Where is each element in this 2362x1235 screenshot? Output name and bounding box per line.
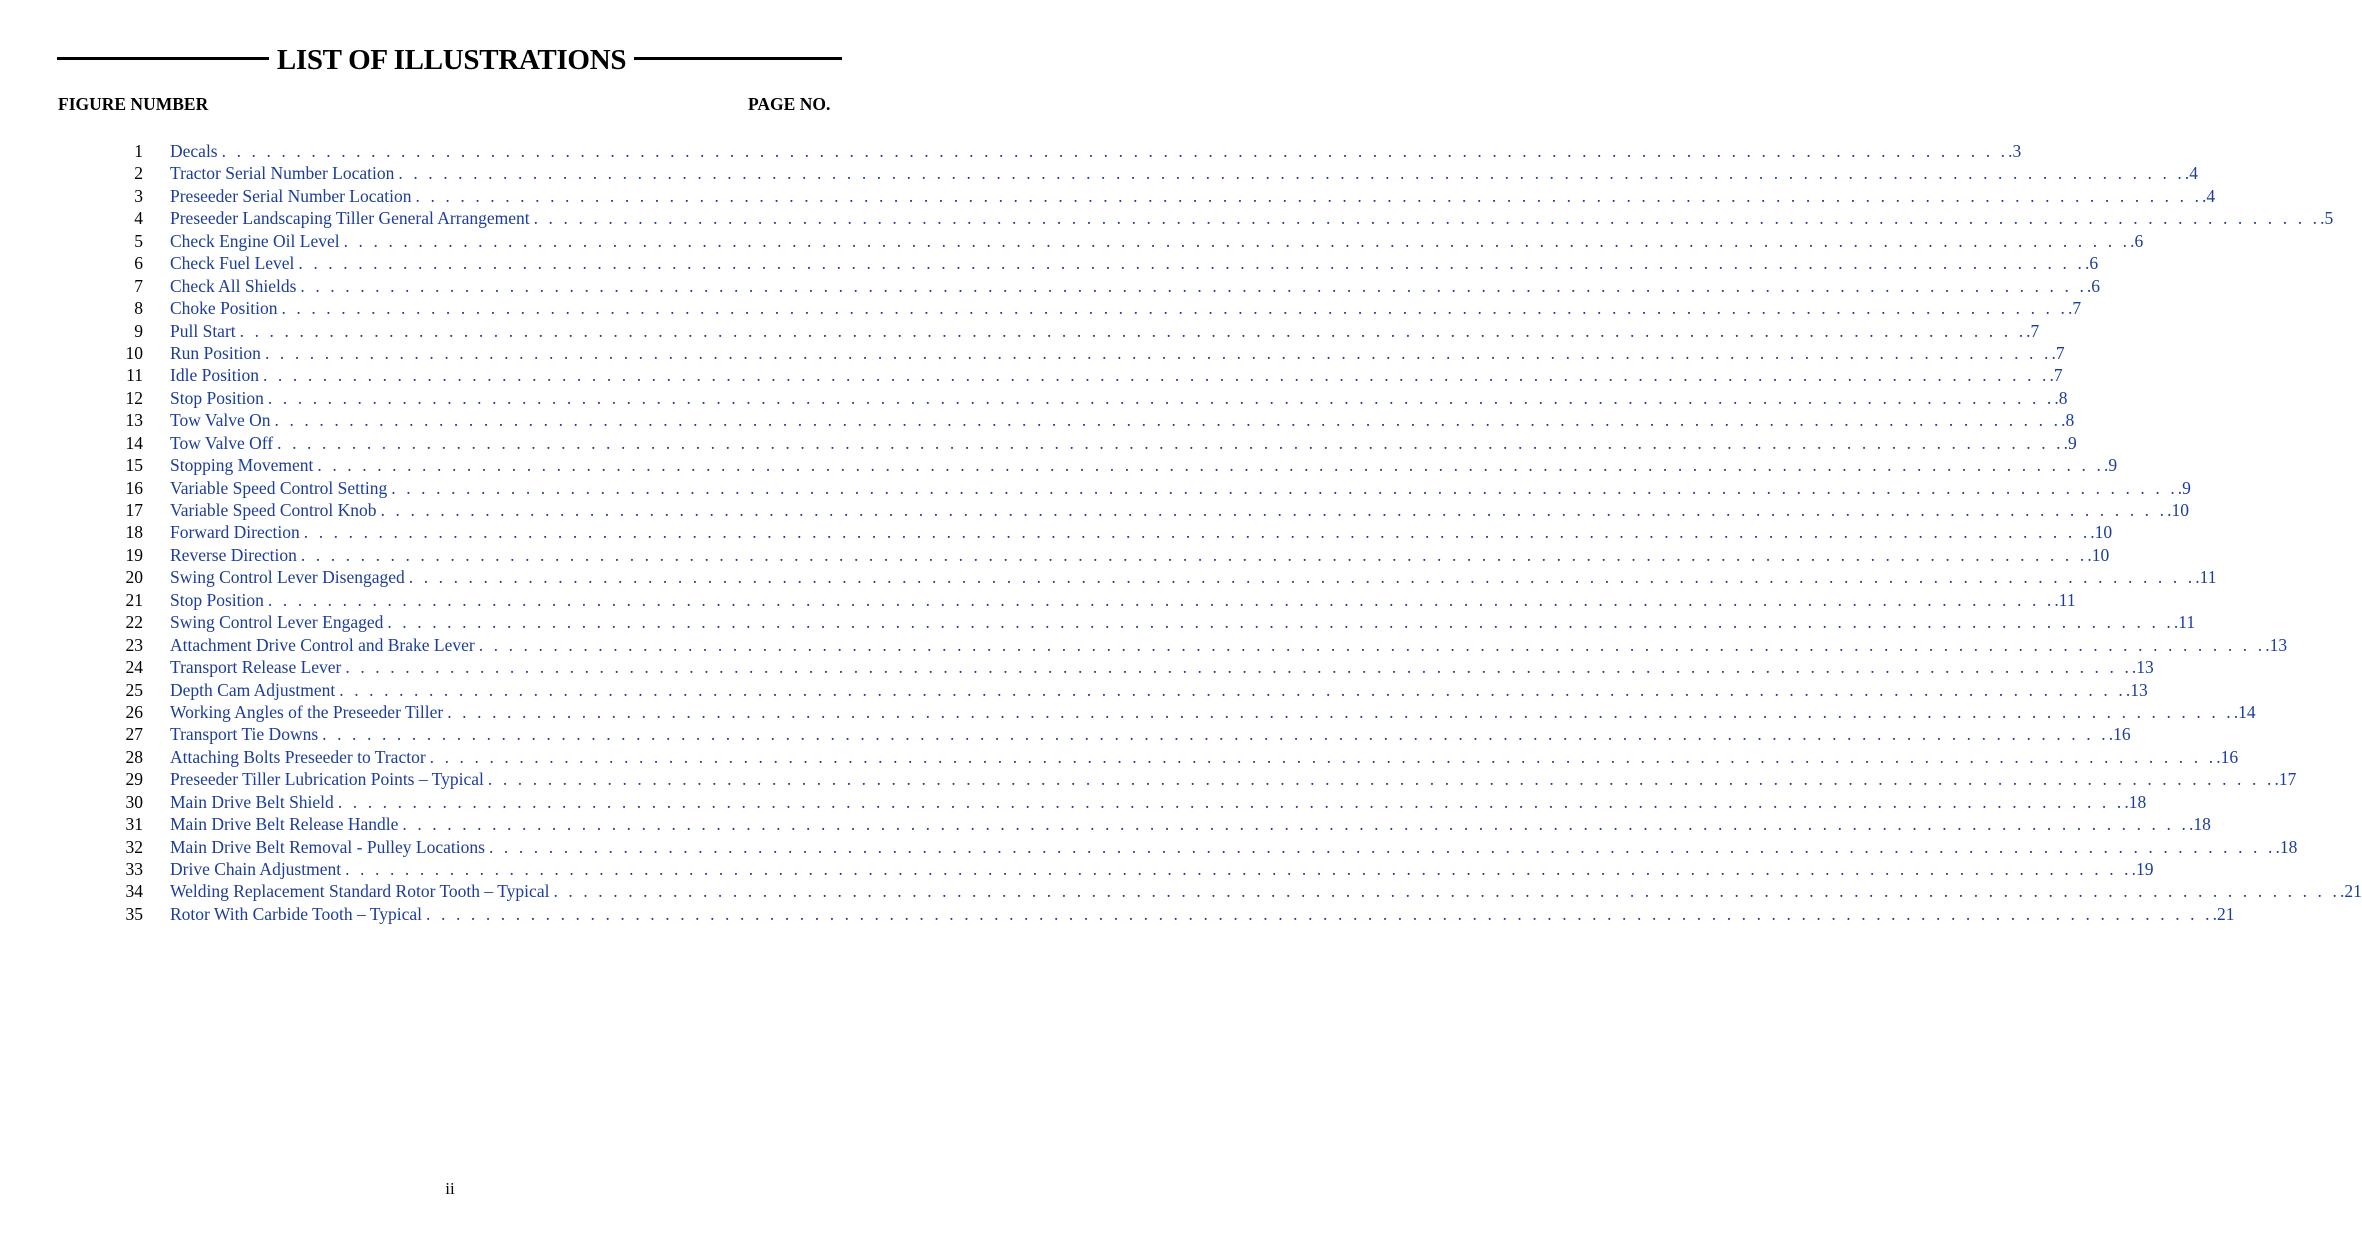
page-reference: .5: [2320, 208, 2334, 229]
list-item: [0, 746, 2239, 768]
figure-number: 22: [125, 612, 143, 633]
dot-leader: . . . . . . . . . . . . . . . . . . . . . . . . . . . . . . . . . . . . . . . . . . . . . . . . . . . . . . . . . . . . . . . . . . . . . . . . . . . . . . . . . . . . . . . . . . . . . . . . . . . . . . . . . . . . . . . . . . . . . . . .: [322, 724, 2109, 745]
dot-leader: . . . . . . . . . . . . . . . . . . . . . . . . . . . . . . . . . . . . . . . . . . . . . . . . . . . . . . . . . . . . . . . . . . . . . . . . . . . . . . . . . . . . . . . . . . . . . . . . . . . . . . . . . . . . . . . . . . . . . . . .: [402, 814, 2189, 835]
figure-number: 8: [134, 298, 143, 319]
list-item: [0, 880, 2362, 902]
list-item: [0, 858, 2154, 880]
page-reference: .4: [2202, 185, 2216, 206]
figure-link[interactable]: [170, 409, 2075, 431]
list-item: [0, 589, 2076, 611]
figure-title: Run Position: [170, 342, 261, 363]
figure-title: Check All Shields: [170, 275, 297, 296]
figure-number: 30: [125, 791, 143, 812]
dot-leader: . . . . . . . . . . . . . . . . . . . . . . . . . . . . . . . . . . . . . . . . . . . . . . . . . . . . . . . . . . . . . . . . . . . . . . . . . . . . . . . . . . . . . . . . . . . . . . . . . . . . . . . . . . . . . . . . . . . . . . . .: [239, 320, 2027, 341]
figure-number: 21: [125, 589, 143, 610]
dot-leader: . . . . . . . . . . . . . . . . . . . . . . . . . . . . . . . . . . . . . . . . . . . . . . . . . . . . . . . . . . . . . . . . . . . . . . . . . . . . . . . . . . . . . . . . . . . . . . . . . . . . . . . . . . . . . . . . . . . . . . . .: [337, 791, 2125, 812]
figure-title: Attachment Drive Control and Brake Lever: [170, 634, 475, 655]
page-reference: .4: [2184, 163, 2199, 184]
list-item: [0, 634, 2288, 656]
illustrations-list: [0, 140, 2362, 925]
figure-number: 5: [134, 230, 143, 251]
title-rule-left: [57, 57, 269, 60]
title-row: [57, 40, 842, 80]
figure-link[interactable]: [170, 521, 2113, 543]
figure-title: Check Fuel Level: [170, 253, 295, 274]
figure-number: 20: [125, 567, 143, 588]
dot-leader: . . . . . . . . . . . . . . . . . . . . . . . . . . . . . . . . . . . . . . . . . . . . . . . . . . . . . . . . . . . . . . . . . . . . . . . . . . . . . . . . . . . . . . . . . . . . . . . . . . . . . . . . . . . . . . . . . . . . . . . .: [408, 567, 2196, 588]
page-reference: .8: [2054, 387, 2068, 408]
dot-leader: . . . . . . . . . . . . . . . . . . . . . . . . . . . . . . . . . . . . . . . . . . . . . . . . . . . . . . . . . . . . . . . . . . . . . . . . . . . . . . . . . . . . . . . . . . . . . . . . . . . . . . . . . . . . . . . . . . . . . . . .: [533, 208, 2321, 229]
page-number-header: PAGE NO.: [748, 94, 831, 114]
figure-number: 32: [125, 836, 143, 857]
figure-link[interactable]: [170, 566, 2217, 588]
figure-link[interactable]: [170, 207, 2334, 229]
figure-title: Stopping Movement: [170, 455, 314, 476]
figure-title: Variable Speed Control Knob: [170, 500, 377, 520]
figure-link[interactable]: [170, 880, 2362, 902]
figure-link[interactable]: [170, 544, 2110, 566]
dot-leader: . . . . . . . . . . . . . . . . . . . . . . . . . . . . . . . . . . . . . . . . . . . . . . . . . . . . . . . . . . . . . . . . . . . . . . . . . . . . . . . . . . . . . . . . . . . . . . . . . . . . . . . . . . . . . . . . . . . . . . . .: [398, 163, 2185, 184]
list-item: [0, 342, 2065, 364]
list-item: [0, 903, 2235, 925]
page-reference: .6: [2130, 230, 2144, 251]
dot-leader: . . . . . . . . . . . . . . . . . . . . . . . . . . . . . . . . . . . . . . . . . . . . . . . . . . . . . . . . . . . . . . . . . . . . . . . . . . . . . . . . . . . . . . . . . . . . . . . . . . . . . . . . . . . . . . . . . . . . . . . .: [478, 634, 2266, 655]
figure-link[interactable]: [170, 634, 2288, 656]
figure-title: Rotor With Carbide Tooth – Typical: [170, 903, 423, 924]
figure-title: Depth Cam Adjustment: [170, 679, 336, 700]
page-reference: .13: [2125, 679, 2148, 700]
page-reference: .21: [2339, 881, 2362, 902]
figure-number: 28: [125, 746, 143, 767]
list-item: [0, 813, 2211, 835]
list-item: [0, 185, 2216, 207]
figure-title: Preseeder Tiller Lubrication Points – Typical: [170, 769, 484, 790]
figure-link[interactable]: [170, 723, 2131, 745]
page-reference: .7: [2051, 342, 2065, 363]
figure-number: 1: [134, 141, 143, 161]
dot-leader: . . . . . . . . . . . . . . . . . . . . . . . . . . . . . . . . . . . . . . . . . . . . . . . . . . . . . . . . . . . . . . . . . . . . . . . . . . . . . . . . . . . . . . . . . . . . . . . . . . . . . . . . . . . . . . . . . . . . . . . .: [281, 298, 2068, 319]
figure-title: Drive Chain Adjustment: [170, 859, 342, 879]
list-item: [0, 252, 2099, 274]
figure-link[interactable]: [170, 185, 2216, 207]
list-item: [0, 544, 2110, 566]
list-item: [0, 230, 2144, 252]
page-reference: .18: [2124, 791, 2147, 812]
page-reference: .3: [2008, 141, 2022, 161]
figure-link[interactable]: [170, 387, 2068, 409]
figure-link[interactable]: [170, 297, 2082, 319]
dot-leader: . . . . . . . . . . . . . . . . . . . . . . . . . . . . . . . . . . . . . . . . . . . . . . . . . . . . . . . . . . . . . . . . . . . . . . . . . . . . . . . . . . . . . . . . . . . . . . . . . . . . . . . . . . . . . . . . . . . . . . . .: [300, 275, 2087, 296]
dot-leader: . . . . . . . . . . . . . . . . . . . . . . . . . . . . . . . . . . . . . . . . . . . . . . . . . . . . . . . . . . . . . . . . . . . . . . . . . . . . . . . . . . . . . . . . . . . . . . . . . . . . . . . . . . . . . . . . . . . . . . . .: [380, 500, 2168, 520]
figure-title: Tractor Serial Number Location: [170, 163, 395, 184]
figure-number: 2: [134, 163, 143, 184]
dot-leader: . . . . . . . . . . . . . . . . . . . . . . . . . . . . . . . . . . . . . . . . . . . . . . . . . . . . . . . . . . . . . . . . . . . . . . . . . . . . . . . . . . . . . . . . . . . . . . . . . . . . . . . . . . . . . . . . . . . . . . . .: [339, 679, 2126, 700]
page-reference: .6: [2086, 275, 2101, 296]
list-item: [0, 499, 2189, 521]
dot-leader: . . . . . . . . . . . . . . . . . . . . . . . . . . . . . . . . . . . . . . . . . . . . . . . . . . . . . . . . . . . . . . . . . . . . . . . . . . . . . . . . . . . . . . . . . . . . . . . . . . . . . . . . . . . . . . . . . . . . . . . .: [426, 903, 2213, 924]
figure-link[interactable]: [170, 454, 2118, 476]
dot-leader: . . . . . . . . . . . . . . . . . . . . . . . . . . . . . . . . . . . . . . . . . . . . . . . . . . . . . . . . . . . . . . . . . . . . . . . . . . . . . . . . . . . . . . . . . . . . . . . . . . . . . . . . . . . . . . . . . . . . . . . .: [303, 522, 2091, 543]
list-item: [0, 477, 2191, 499]
figure-title: Check Engine Oil Level: [170, 230, 340, 251]
figure-number: 4: [134, 208, 143, 229]
figure-number: 35: [125, 903, 143, 924]
list-item: [0, 768, 2297, 790]
page-reference: .11: [2054, 589, 2076, 610]
dot-leader: . . . . . . . . . . . . . . . . . . . . . . . . . . . . . . . . . . . . . . . . . . . . . . . . . . . . . . . . . . . . . . . . . . . . . . . . . . . . . . . . . . . . . . . . . . . . . . . . . . . . . . . . . . . . . . . . . . . . . . . .: [343, 230, 2131, 251]
figure-title: Stop Position: [170, 387, 264, 408]
figure-link[interactable]: [170, 230, 2144, 252]
dot-leader: . . . . . . . . . . . . . . . . . . . . . . . . . . . . . . . . . . . . . . . . . . . . . . . . . . . . . . . . . . . . . . . . . . . . . . . . . . . . . . . . . . . . . . . . . . . . . . . . . . . . . . . . . . . . . . . . . . . . . . . .: [488, 836, 2276, 857]
page-reference: .17: [2274, 769, 2297, 790]
page-reference: .6: [2084, 253, 2099, 274]
figure-link[interactable]: [170, 701, 2256, 723]
dot-leader: . . . . . . . . . . . . . . . . . . . . . . . . . . . . . . . . . . . . . . . . . . . . . . . . . . . . . . . . . . . . . . . . . . . . . . . . . . . . . . . . . . . . . . . . . . . . . . . . . . . . . . . . . . . . . . . . . . . . . . . .: [298, 253, 2085, 274]
figure-number: 33: [125, 859, 143, 879]
figure-link[interactable]: [170, 432, 2077, 454]
figure-number: 26: [125, 701, 143, 722]
list-item: [0, 791, 2147, 813]
list-item: [0, 836, 2298, 858]
list-item: [0, 701, 2256, 723]
figure-title: Forward Direction: [170, 522, 300, 543]
figure-link[interactable]: [170, 477, 2191, 499]
page-reference: .13: [2265, 634, 2288, 655]
figure-link[interactable]: [170, 791, 2147, 813]
list-item: [0, 140, 2022, 162]
figure-title: Main Drive Belt Removal - Pulley Locations: [170, 836, 485, 857]
page-reference: .7: [2067, 298, 2082, 319]
page-reference: .10: [2090, 522, 2113, 543]
list-item: [0, 566, 2217, 588]
page-reference: .14: [2233, 701, 2256, 722]
page-reference: .7: [2026, 320, 2040, 341]
figure-title: Decals: [170, 141, 218, 161]
dot-leader: . . . . . . . . . . . . . . . . . . . . . . . . . . . . . . . . . . . . . . . . . . . . . . . . . . . . . . . . . . . . . . . . . . . . . . . . . . . . . . . . . . . . . . . . . . . . . . . . . . . . . . . . . . . . . . . . . . . . . . . .: [415, 185, 2203, 206]
page-reference: .8: [2061, 410, 2075, 431]
figure-title: Preseeder Landscaping Tiller General Arrangement: [170, 208, 530, 229]
dot-leader: . . . . . . . . . . . . . . . . . . . . . . . . . . . . . . . . . . . . . . . . . . . . . . . . . . . . . . . . . . . . . . . . . . . . . . . . . . . . . . . . . . . . . . . . . . . . . . . . . . . . . . . . . . . . . . . . . . . . . . . .: [267, 387, 2055, 408]
dot-leader: . . . . . . . . . . . . . . . . . . . . . . . . . . . . . . . . . . . . . . . . . . . . . . . . . . . . . . . . . . . . . . . . . . . . . . . . . . . . . . . . . . . . . . . . . . . . . . . . . . . . . . . . . . . . . . . . . . . . . . . .: [345, 657, 2132, 678]
figure-number: 24: [125, 657, 143, 678]
figure-link[interactable]: [170, 903, 2235, 925]
figure-link[interactable]: [170, 656, 2154, 678]
figure-number: 15: [125, 455, 143, 476]
figure-number: 9: [134, 320, 143, 341]
figure-title: Main Drive Belt Shield: [170, 791, 334, 812]
figure-number: 10: [125, 342, 143, 363]
dot-leader: . . . . . . . . . . . . . . . . . . . . . . . . . . . . . . . . . . . . . . . . . . . . . . . . . . . . . . . . . . . . . . . . . . . . . . . . . . . . . . . . . . . . . . . . . . . . . . . . . . . . . . . . . . . . . . . . . . . . . . . .: [300, 544, 2088, 565]
figure-number: 23: [125, 634, 143, 655]
list-item: [0, 409, 2075, 431]
figure-link[interactable]: [170, 140, 2022, 162]
figure-link[interactable]: [170, 813, 2211, 835]
figure-title: Preseeder Serial Number Location: [170, 185, 412, 206]
dot-leader: . . . . . . . . . . . . . . . . . . . . . . . . . . . . . . . . . . . . . . . . . . . . . . . . . . . . . . . . . . . . . . . . . . . . . . . . . . . . . . . . . . . . . . . . . . . . . . . . . . . . . . . . . . . . . . . . . . . . . . . .: [391, 477, 2178, 498]
list-item: [0, 297, 2082, 319]
figure-title: Variable Speed Control Setting: [170, 477, 388, 498]
page-reference: .19: [2131, 859, 2154, 879]
figure-title: Transport Release Lever: [170, 657, 342, 678]
page-reference: .10: [2167, 500, 2189, 520]
dot-leader: . . . . . . . . . . . . . . . . . . . . . . . . . . . . . . . . . . . . . . . . . . . . . . . . . . . . . . . . . . . . . . . . . . . . . . . . . . . . . . . . . . . . . . . . . . . . . . . . . . . . . . . . . . . . . . . . . . . . . . . .: [487, 769, 2275, 790]
figure-number: 3: [134, 185, 143, 206]
figure-number: 19: [125, 544, 143, 565]
figure-number: 11: [126, 365, 143, 386]
figure-title: Stop Position: [170, 589, 264, 610]
dot-leader: . . . . . . . . . . . . . . . . . . . . . . . . . . . . . . . . . . . . . . . . . . . . . . . . . . . . . . . . . . . . . . . . . . . . . . . . . . . . . . . . . . . . . . . . . . . . . . . . . . . . . . . . . . . . . . . . . . . . . . . .: [447, 701, 2234, 722]
page-reference: .18: [2275, 836, 2298, 857]
dot-leader: . . . . . . . . . . . . . . . . . . . . . . . . . . . . . . . . . . . . . . . . . . . . . . . . . . . . . . . . . . . . . . . . . . . . . . . . . . . . . . . . . . . . . . . . . . . . . . . . . . . . . . . . . . . . . . . . . . . . . . . .: [387, 612, 2174, 633]
figure-number: 34: [125, 881, 143, 902]
figure-link[interactable]: [170, 320, 2040, 342]
list-item: [0, 320, 2040, 342]
figure-number: 29: [125, 769, 143, 790]
figure-title: Pull Start: [170, 320, 236, 341]
figure-number: 12: [125, 387, 143, 408]
figure-title: Attaching Bolts Preseeder to Tractor: [170, 746, 426, 767]
page-reference: .10: [2087, 544, 2110, 565]
list-item: [0, 162, 2199, 184]
page-reference: .9: [2177, 477, 2191, 498]
figure-number: 13: [125, 410, 143, 431]
dot-leader: . . . . . . . . . . . . . . . . . . . . . . . . . . . . . . . . . . . . . . . . . . . . . . . . . . . . . . . . . . . . . . . . . . . . . . . . . . . . . . . . . . . . . . . . . . . . . . . . . . . . . . . . . . . . . . . . . . . . . . . .: [277, 432, 2064, 453]
figure-title: Swing Control Lever Disengaged: [170, 567, 405, 588]
figure-number: 27: [125, 724, 143, 745]
figure-link[interactable]: [170, 252, 2099, 274]
list-item: [0, 432, 2077, 454]
figure-link[interactable]: [170, 746, 2239, 768]
page-footer-number: ii: [445, 1179, 455, 1198]
page-reference: .11: [2173, 612, 2196, 633]
figure-link[interactable]: [170, 836, 2298, 858]
page-reference: .13: [2131, 657, 2154, 678]
list-item: [0, 611, 2196, 633]
figure-number: 31: [125, 814, 143, 835]
title-rule-right: [634, 57, 842, 60]
figure-number: 25: [125, 679, 143, 700]
figure-title: Main Drive Belt Release Handle: [170, 814, 399, 835]
figure-link[interactable]: [170, 162, 2199, 184]
figure-title: Idle Position: [170, 365, 259, 386]
figure-number: 16: [125, 477, 143, 498]
dot-leader: . . . . . . . . . . . . . . . . . . . . . . . . . . . . . . . . . . . . . . . . . . . . . . . . . . . . . . . . . . . . . . . . . . . . . . . . . . . . . . . . . . . . . . . . . . . . . . . . . . . . . . . . . . . . . . . . . . . . . . . .: [317, 455, 2104, 476]
dot-leader: . . . . . . . . . . . . . . . . . . . . . . . . . . . . . . . . . . . . . . . . . . . . . . . . . . . . . . . . . . . . . . . . . . . . . . . . . . . . . . . . . . . . . . . . . . . . . . . . . . . . . . . . . . . . . . . . . . . . . . . .: [274, 410, 2062, 431]
figure-number: 18: [125, 522, 143, 543]
dot-leader: . . . . . . . . . . . . . . . . . . . . . . . . . . . . . . . . . . . . . . . . . . . . . . . . . . . . . . . . . . . . . . . . . . . . . . . . . . . . . . . . . . . . . . . . . . . . . . . . . . . . . . . . . . . . . . . . . . . . . . . .: [267, 589, 2055, 610]
figure-title: Tow Valve On: [170, 410, 271, 431]
figure-link[interactable]: [170, 364, 2063, 386]
figure-number-header: FIGURE NUMBER: [58, 94, 209, 114]
list-item: [0, 679, 2148, 701]
dot-leader: . . . . . . . . . . . . . . . . . . . . . . . . . . . . . . . . . . . . . . . . . . . . . . . . . . . . . . . . . . . . . . . . . . . . . . . . . . . . . . . . . . . . . . . . . . . . . . . . . . . . . . . . . . . . . . . . . . . . . . . .: [429, 746, 2217, 767]
figure-title: Welding Replacement Standard Rotor Tooth – Typical: [170, 881, 550, 902]
figure-number: 14: [125, 432, 143, 453]
figure-title: Swing Control Lever Engaged: [170, 612, 384, 633]
list-item: [0, 387, 2068, 409]
page-reference: .9: [2063, 432, 2077, 453]
list-item: [0, 364, 2063, 386]
list-item: [0, 275, 2101, 297]
page-reference: .16: [2108, 724, 2131, 745]
figure-link[interactable]: [170, 858, 2154, 880]
figure-link[interactable]: [170, 499, 2189, 521]
dot-leader: . . . . . . . . . . . . . . . . . . . . . . . . . . . . . . . . . . . . . . . . . . . . . . . . . . . . . . . . . . . . . . . . . . . . . . . . . . . . . . . . . . . . . . . . . . . . . . . . . . . . . . . . . . . . . . . . . . . . . . . .: [345, 859, 2132, 879]
figure-title: Transport Tie Downs: [170, 724, 319, 745]
list-item: [0, 454, 2118, 476]
figure-number: 6: [134, 253, 143, 274]
figure-link[interactable]: [170, 589, 2076, 611]
dot-leader: . . . . . . . . . . . . . . . . . . . . . . . . . . . . . . . . . . . . . . . . . . . . . . . . . . . . . . . . . . . . . . . . . . . . . . . . . . . . . . . . . . . . . . . . . . . . . . . . . . . . . . . . . . . . . . . . . . . . . . . .: [553, 881, 2340, 902]
dot-leader: . . . . . . . . . . . . . . . . . . . . . . . . . . . . . . . . . . . . . . . . . . . . . . . . . . . . . . . . . . . . . . . . . . . . . . . . . . . . . . . . . . . . . . . . . . . . . . . . . . . . . . . . . . . . . . . . . . . . . . . .: [264, 342, 2052, 363]
list-item: [0, 207, 2334, 229]
figure-title: Choke Position: [170, 298, 278, 319]
figure-link[interactable]: [170, 679, 2148, 701]
figure-number: 17: [125, 500, 143, 520]
figure-link[interactable]: [170, 611, 2196, 633]
page-reference: .16: [2216, 746, 2239, 767]
page-title: LIST OF ILLUSTRATIONS: [276, 44, 627, 76]
page-reference: .18: [2188, 814, 2211, 835]
page-reference: .7: [2049, 365, 2063, 386]
figure-title: Working Angles of the Preseeder Tiller: [170, 701, 444, 722]
list-item: [0, 656, 2154, 678]
figure-link[interactable]: [170, 275, 2101, 297]
figure-title: Reverse Direction: [170, 544, 297, 565]
figure-link[interactable]: [170, 768, 2297, 790]
list-item: [0, 521, 2113, 543]
list-item: [0, 723, 2131, 745]
page-reference: .11: [2195, 567, 2217, 588]
dot-leader: . . . . . . . . . . . . . . . . . . . . . . . . . . . . . . . . . . . . . . . . . . . . . . . . . . . . . . . . . . . . . . . . . . . . . . . . . . . . . . . . . . . . . . . . . . . . . . . . . . . . . . . . . . . . . . . . . . . . . . . .: [262, 365, 2050, 386]
figure-link[interactable]: [170, 342, 2065, 364]
figure-number: 7: [134, 275, 143, 296]
page-reference: .9: [2103, 455, 2118, 476]
page-reference: .21: [2212, 903, 2235, 924]
dot-leader: . . . . . . . . . . . . . . . . . . . . . . . . . . . . . . . . . . . . . . . . . . . . . . . . . . . . . . . . . . . . . . . . . . . . . . . . . . . . . . . . . . . . . . . . . . . . . . . . . . . . . . . . . . . . . . . . . . . . . . . .: [221, 141, 2009, 161]
figure-title: Tow Valve Off: [170, 432, 274, 453]
